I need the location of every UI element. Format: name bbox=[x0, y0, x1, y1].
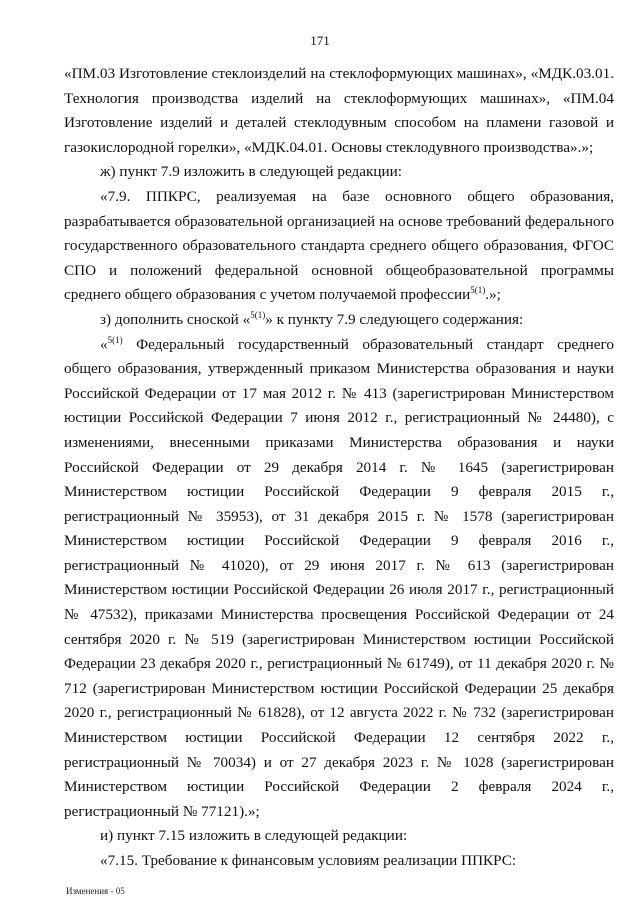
paragraph-text: «7.9. ППКРС, реализуемая на базе основного общего образования, разрабатывается образовательной организацией на основе требований федерального государственного образовательного стандарта среднего общего образования, ФГОС СПО и положений федеральной основной общеобразовательной программы среднего общего образования с учетом получаемой профессии bbox=[64, 187, 614, 304]
paragraph-text-end: .»; bbox=[485, 286, 501, 304]
paragraph-item-zh bbox=[64, 160, 614, 185]
paragraph-quote-open: « bbox=[100, 335, 108, 353]
document-body bbox=[64, 62, 614, 874]
paragraph-clause-7-9 bbox=[64, 185, 614, 308]
paragraph-text: Федеральный государственный образовательный стандарт среднего общего образования, утвержденный приказом Министерства образования и науки Российской Федерации от 17 мая 2012 г. № 413 (зарегистрирован Министерством юстиции Российской Федерации 7 июня 2012 г., регистрационный № 24480), с изменениями, внесенными приказами Министерства образования и науки Российской Федерации от 29 декабря 2014 г. № 1645 (зарегистрирован Министерством юстиции Российской Федерации 9 февраля 2015 г., регистрационный № 35953), от 31 декабря 2015 г. № 1578 (зарегистрирован Министерством юстиции Российской Федерации 9 февраля 2016 г., регистрационный № 41020), от 29 июня 2017 г. № 613 (зарегистрирован Министерством юстиции Российской Федерации 26 июля 2017 г., регистрационный № 47532), приказами Министерства просвещения Российской Федерации от 24 сентября 2020 г. № 519 (зарегистрирован Министерством юстиции Российской Федерации 23 декабря 2020 г., регистрационный № 61749), от 11 декабря 2020 г. № 712 (зарегистрирован Министерством юстиции Российской Федерации 25 декабря 2020 г., регистрационный № 61828), от 12 августа 2022 г. № 732 (зарегистрирован Министерством юстиции Российской Федерации 12 сентября 2022 г., регистрационный № 70034) и от 27 декабря 2023 г. № 1028 (зарегистрирован Министерством юстиции Российской Федерации 2 февраля 2024 г., регистрационный № 77121).»; bbox=[64, 335, 614, 820]
paragraph-text-end: » к пункту 7.9 следующего содержания: bbox=[265, 310, 524, 328]
paragraph-footnote-text bbox=[64, 333, 614, 825]
paragraph-clause-7-15 bbox=[64, 849, 614, 874]
footnote-ref: 5(1) bbox=[250, 309, 266, 320]
paragraph-list-continuation bbox=[64, 62, 614, 160]
paragraph-text: и) пункт 7.15 изложить в следующей редакции: bbox=[100, 827, 408, 845]
paragraph-text: «7.15. Требование к финансовым условиям реализации ППКРС: bbox=[100, 852, 517, 869]
paragraph-item-z bbox=[64, 308, 614, 333]
footnote-ref: 5(1) bbox=[470, 285, 486, 296]
page-number: 171 bbox=[310, 33, 330, 48]
paragraph-item-i bbox=[64, 824, 614, 849]
paragraph-text: «ПМ.03 Изготовление стеклоизделий на стеклоформующих машинах», «МДК.03.01. Технология производства изделий на стеклоформующих машинах», «ПМ.04 Изготовление изделий и деталей стеклодувным способом на пламени газовой и газокислородной горелки», «МДК.04.01. Основы стеклодувного производства».»; bbox=[64, 65, 614, 156]
footer-note: Изменения - 05 bbox=[66, 886, 125, 896]
footnote-ref: 5(1) bbox=[107, 334, 123, 345]
paragraph-text: з) дополнить сноской « bbox=[100, 310, 251, 328]
paragraph-text: ж) пункт 7.9 изложить в следующей редакции: bbox=[100, 163, 402, 181]
